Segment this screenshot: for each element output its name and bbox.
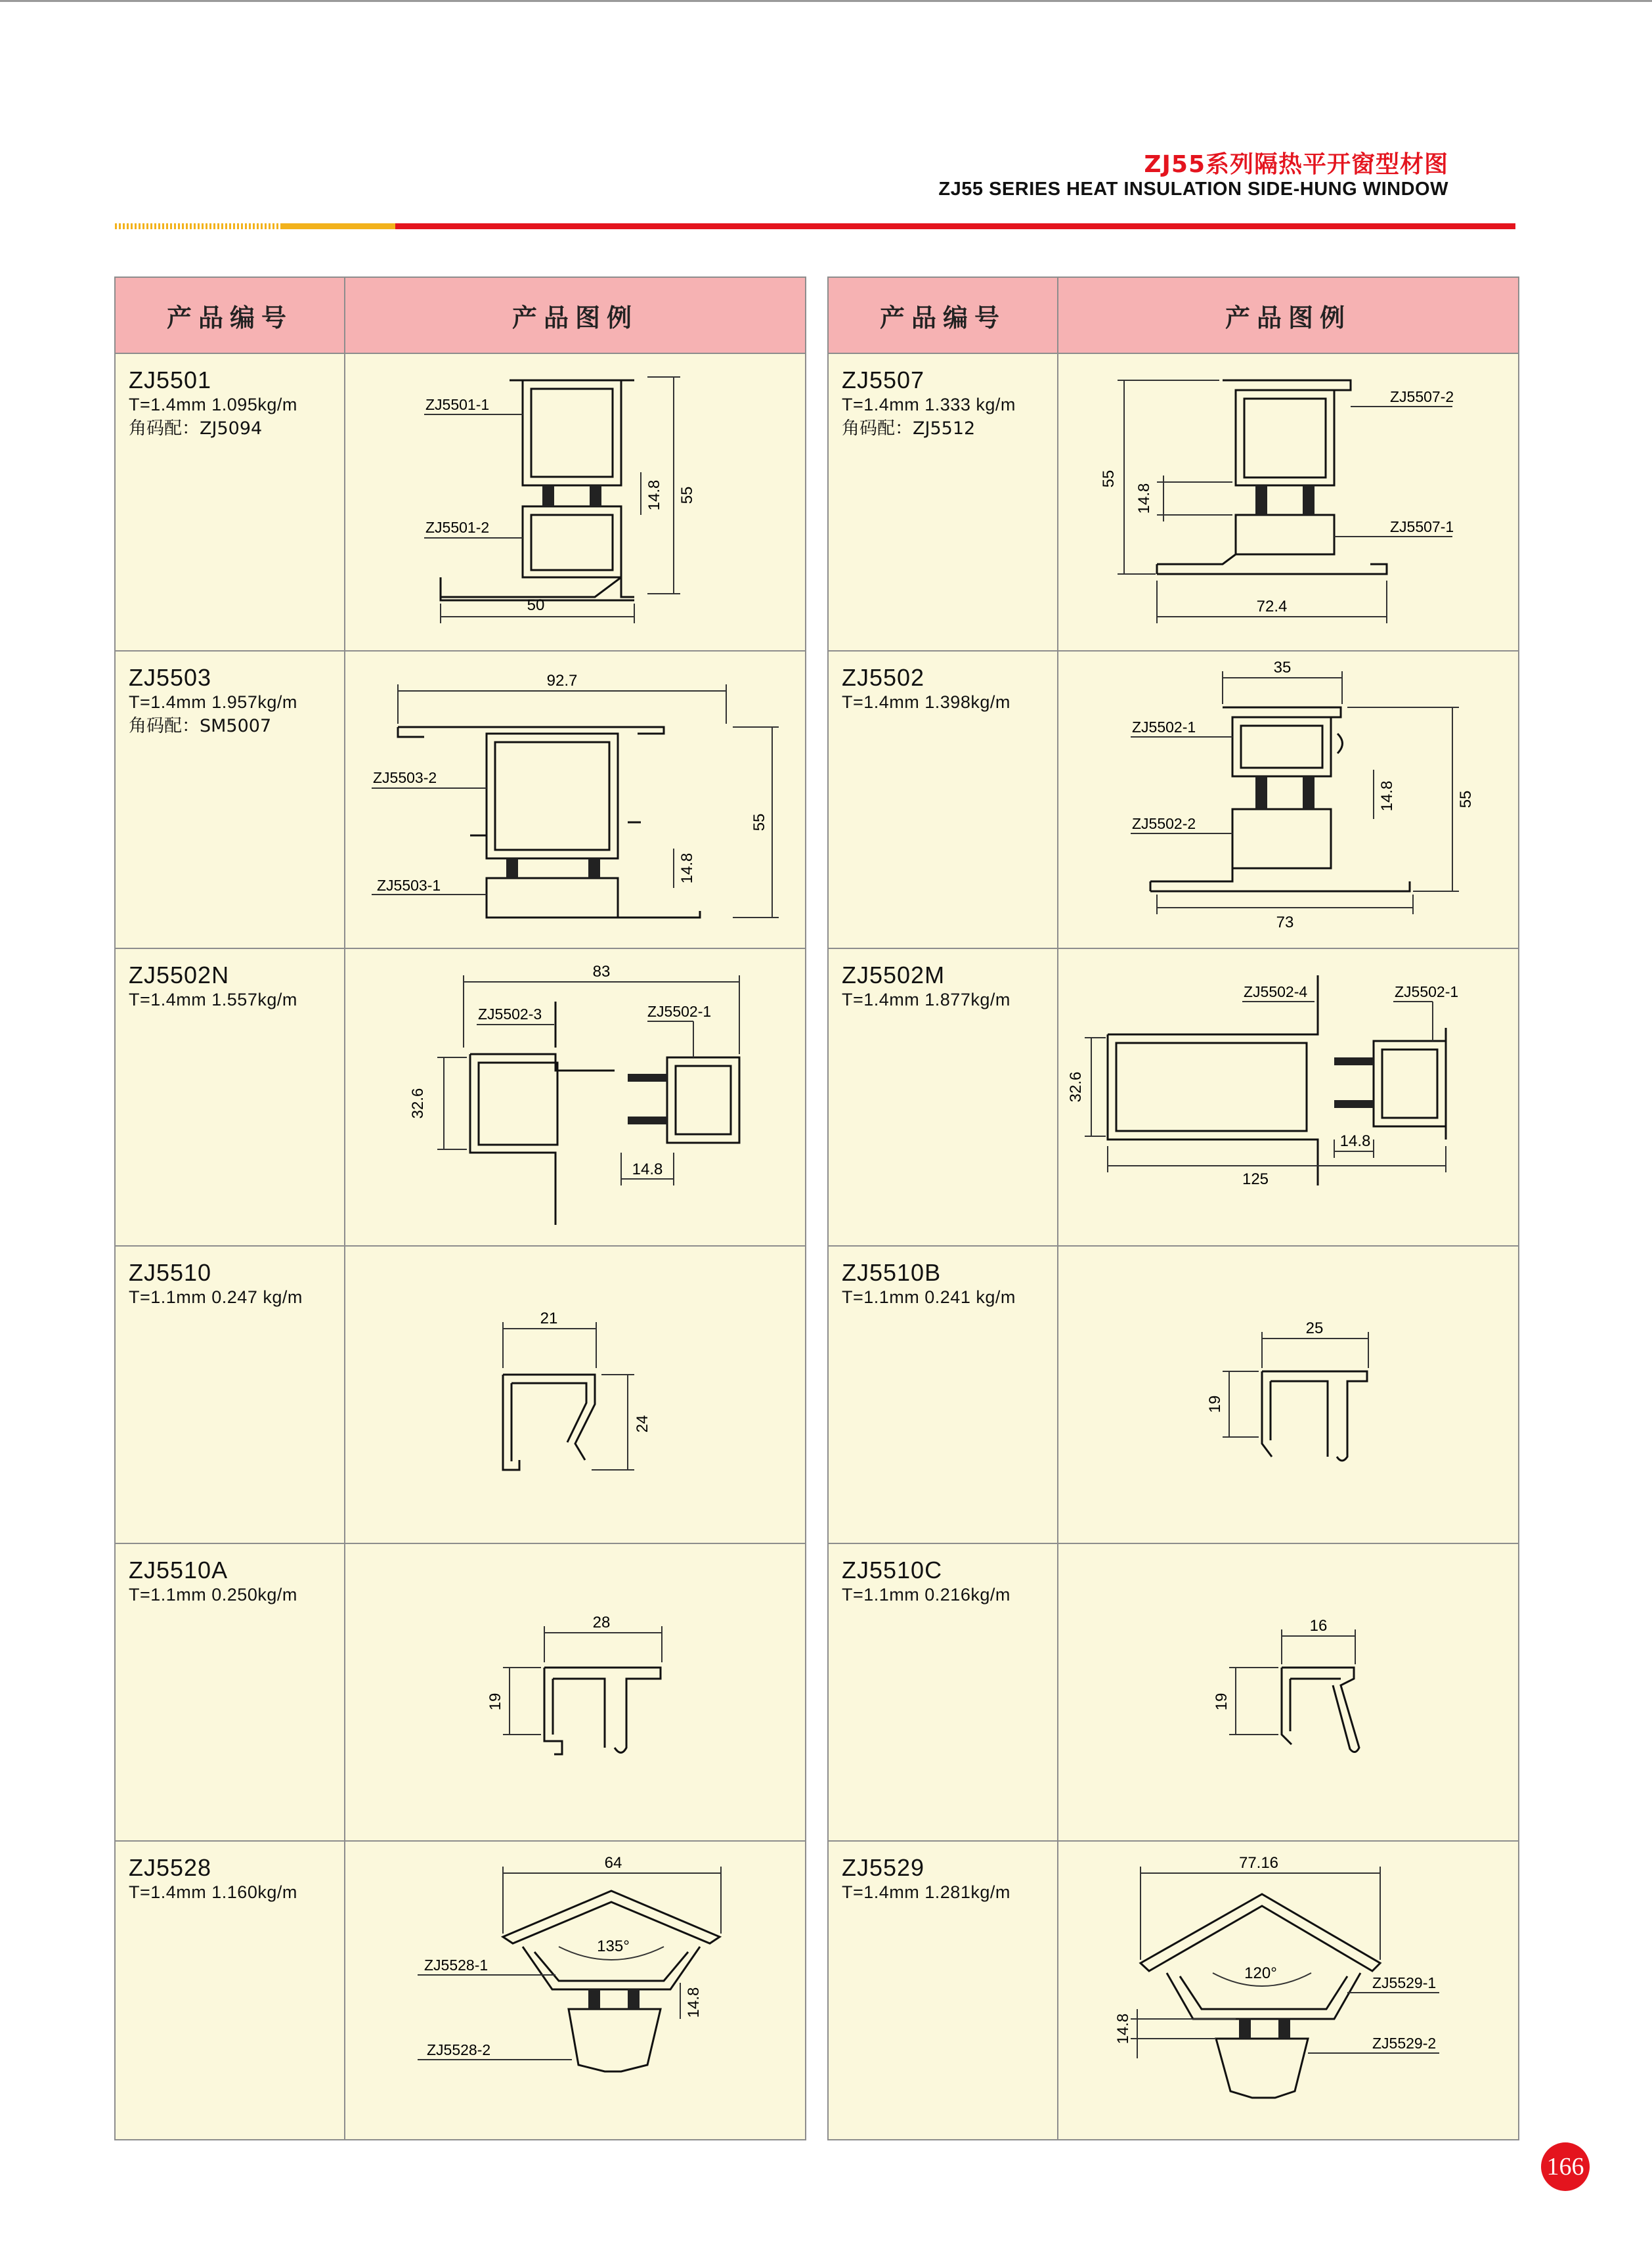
table-row xyxy=(116,949,805,1247)
product-spec: T=1.1mm 0.250kg/m xyxy=(129,1585,297,1605)
part-label: ZJ5502-4 xyxy=(1244,983,1308,1000)
table-row xyxy=(829,1842,1518,2139)
table-row xyxy=(829,652,1518,949)
product-figure xyxy=(1058,1247,1518,1543)
dim-height: 55 xyxy=(1100,470,1118,488)
product-spec: T=1.4mm 1.333 kg/m xyxy=(842,395,1016,414)
dim-height: 55 xyxy=(750,813,768,831)
profile-drawing-zj5502m xyxy=(1058,949,1518,1245)
dim-width: 77.16 xyxy=(1238,1854,1279,1872)
part-label: ZJ5502-1 xyxy=(1132,719,1196,736)
table-row xyxy=(829,949,1518,1247)
part-label: ZJ5501-1 xyxy=(425,396,490,413)
table-row xyxy=(116,354,805,652)
product-spec: T=1.4mm 1.160kg/m xyxy=(129,1882,297,1902)
dim-height: 19 xyxy=(1213,1693,1230,1711)
header-product-code: 产品编号 xyxy=(829,278,1058,353)
part-label: ZJ5528-2 xyxy=(427,2041,491,2058)
product-info xyxy=(829,354,1058,650)
part-label: ZJ5528-1 xyxy=(424,1957,489,1974)
table-header xyxy=(116,278,805,354)
corner-match: 角码配：ZJ5512 xyxy=(842,418,976,439)
product-spec: T=1.1mm 0.241 kg/m xyxy=(842,1287,1016,1307)
table-row xyxy=(116,652,805,949)
product-spec: T=1.4mm 1.557kg/m xyxy=(129,990,297,1009)
product-figure xyxy=(345,949,805,1245)
product-figure xyxy=(1058,1842,1518,2139)
dim-thermal-break: 14.8 xyxy=(1135,483,1153,514)
product-figure xyxy=(345,1544,805,1840)
product-info xyxy=(116,652,345,948)
dim-height: 55 xyxy=(678,486,696,504)
table-row xyxy=(829,354,1518,652)
dim-thermal-break: 14.8 xyxy=(1339,1132,1371,1150)
dim-thermal-break: 14.8 xyxy=(645,479,663,511)
profile-drawing-zj5502 xyxy=(1058,652,1518,948)
product-code: ZJ5501 xyxy=(129,366,212,393)
table-header xyxy=(829,278,1518,354)
table-row xyxy=(116,1247,805,1544)
header-product-figure: 产品图例 xyxy=(1225,303,1351,332)
product-spec: T=1.4mm 1.281kg/m xyxy=(842,1882,1011,1902)
product-info xyxy=(116,1544,345,1840)
profile-drawing-zj5510b xyxy=(1058,1247,1518,1543)
profile-drawing-zj5510a xyxy=(345,1544,805,1840)
product-info xyxy=(829,1247,1058,1543)
product-figure xyxy=(1058,1544,1518,1840)
product-code: ZJ5503 xyxy=(129,664,212,691)
dim-height: 32.6 xyxy=(409,1088,427,1119)
profile-drawing-zj5501 xyxy=(345,354,805,650)
part-label: ZJ5503-1 xyxy=(377,877,441,894)
product-info xyxy=(829,1842,1058,2139)
product-figure xyxy=(345,652,805,948)
dim-angle: 135° xyxy=(597,1937,630,1955)
product-code: ZJ5528 xyxy=(129,1854,212,1881)
product-code: ZJ5529 xyxy=(842,1854,925,1881)
dim-width: 21 xyxy=(540,1310,558,1327)
product-figure xyxy=(1058,354,1518,650)
product-info xyxy=(829,652,1058,948)
profile-drawing-zj5510c xyxy=(1058,1544,1518,1840)
product-spec: T=1.1mm 0.216kg/m xyxy=(842,1585,1011,1605)
dim-thermal-break: 14.8 xyxy=(685,1987,703,2018)
dim-top-width: 35 xyxy=(1273,659,1292,676)
dim-width: 64 xyxy=(604,1854,622,1872)
dim-thermal-break: 14.8 xyxy=(632,1161,663,1178)
profile-drawing-zj5503 xyxy=(345,652,805,948)
dim-width: 50 xyxy=(527,596,545,614)
product-info xyxy=(829,1544,1058,1840)
product-code: ZJ5502N xyxy=(129,962,230,988)
part-label: ZJ5501-2 xyxy=(425,519,490,536)
product-code: ZJ5507 xyxy=(842,366,925,393)
part-label: ZJ5502-1 xyxy=(647,1003,712,1020)
dim-width: 28 xyxy=(592,1614,611,1631)
dim-thermal-break: 14.8 xyxy=(678,852,696,884)
product-code: ZJ5502 xyxy=(842,664,925,691)
product-spec: T=1.4mm 1.095kg/m xyxy=(129,395,297,414)
part-label: ZJ5502-2 xyxy=(1132,815,1196,832)
product-info xyxy=(116,354,345,650)
top-rule xyxy=(0,0,1652,2)
product-figure xyxy=(345,1842,805,2139)
table-row xyxy=(829,1247,1518,1544)
table-row xyxy=(116,1544,805,1842)
dim-height: 19 xyxy=(1206,1395,1224,1413)
product-figure xyxy=(345,354,805,650)
dim-width: 72.4 xyxy=(1256,598,1288,615)
part-label: ZJ5507-2 xyxy=(1390,388,1454,405)
table-row xyxy=(829,1544,1518,1842)
dim-angle: 120° xyxy=(1244,1964,1277,1982)
product-figure xyxy=(1058,652,1518,948)
dim-height: 32.6 xyxy=(1067,1071,1085,1103)
product-spec: T=1.1mm 0.247 kg/m xyxy=(129,1287,303,1307)
dim-thermal-break: 14.8 xyxy=(1114,2013,1132,2045)
profile-drawing-zj5507 xyxy=(1058,354,1518,650)
dim-width: 125 xyxy=(1242,1170,1269,1188)
header-product-code: 产品编号 xyxy=(116,278,345,353)
dim-height: 55 xyxy=(1457,790,1475,808)
page-title-en: ZJ55 SERIES HEAT INSULATION SIDE-HUNG WINDOW xyxy=(938,179,1448,200)
product-spec: T=1.4mm 1.877kg/m xyxy=(842,990,1011,1009)
product-code: ZJ5510C xyxy=(842,1557,943,1583)
header-product-figure: 产品图例 xyxy=(511,303,638,332)
dim-width: 73 xyxy=(1276,914,1294,931)
product-info xyxy=(116,949,345,1245)
corner-match: 角码配：ZJ5094 xyxy=(129,418,263,439)
header-bar-dotted xyxy=(115,223,282,229)
product-figure xyxy=(1058,949,1518,1245)
page-number-badge: 166 xyxy=(1541,2142,1590,2191)
part-label: ZJ5502-3 xyxy=(478,1006,542,1023)
part-label: ZJ5529-2 xyxy=(1372,2035,1437,2052)
product-figure xyxy=(345,1247,805,1543)
dim-width: 16 xyxy=(1309,1617,1328,1635)
part-label: ZJ5507-1 xyxy=(1390,518,1454,535)
page-title-cn: ZJ55系列隔热平开窗型材图 xyxy=(1144,151,1448,178)
product-code: ZJ5510A xyxy=(129,1557,228,1583)
header-bar-red xyxy=(395,223,1515,229)
product-table-right xyxy=(827,277,1519,2140)
product-spec: T=1.4mm 1.398kg/m xyxy=(842,692,1011,712)
product-info xyxy=(116,1247,345,1543)
product-code: ZJ5510 xyxy=(129,1259,212,1286)
corner-match: 角码配：SM5007 xyxy=(129,716,272,736)
product-info xyxy=(116,1842,345,2139)
profile-drawing-zj5510 xyxy=(345,1247,805,1543)
dim-height: 24 xyxy=(634,1415,651,1433)
product-code: ZJ5502M xyxy=(842,962,946,988)
dim-thermal-break: 14.8 xyxy=(1378,780,1396,812)
product-table-left xyxy=(114,277,806,2140)
profile-drawing-zj5529 xyxy=(1058,1842,1518,2138)
part-label: ZJ5503-2 xyxy=(373,769,437,786)
dim-width: 83 xyxy=(592,963,611,981)
dim-width: 92.7 xyxy=(546,672,578,690)
profile-drawing-zj5502n xyxy=(345,949,805,1245)
part-label: ZJ5529-1 xyxy=(1372,1974,1437,1991)
dim-width: 25 xyxy=(1305,1319,1324,1337)
product-spec: T=1.4mm 1.957kg/m xyxy=(129,692,297,712)
profile-drawing-zj5528 xyxy=(345,1842,805,2138)
table-row xyxy=(116,1842,805,2139)
header-bar-yellow xyxy=(282,223,395,229)
dim-height: 19 xyxy=(487,1693,504,1711)
product-code: ZJ5510B xyxy=(842,1259,942,1286)
part-label: ZJ5502-1 xyxy=(1395,983,1459,1000)
product-info xyxy=(829,949,1058,1245)
